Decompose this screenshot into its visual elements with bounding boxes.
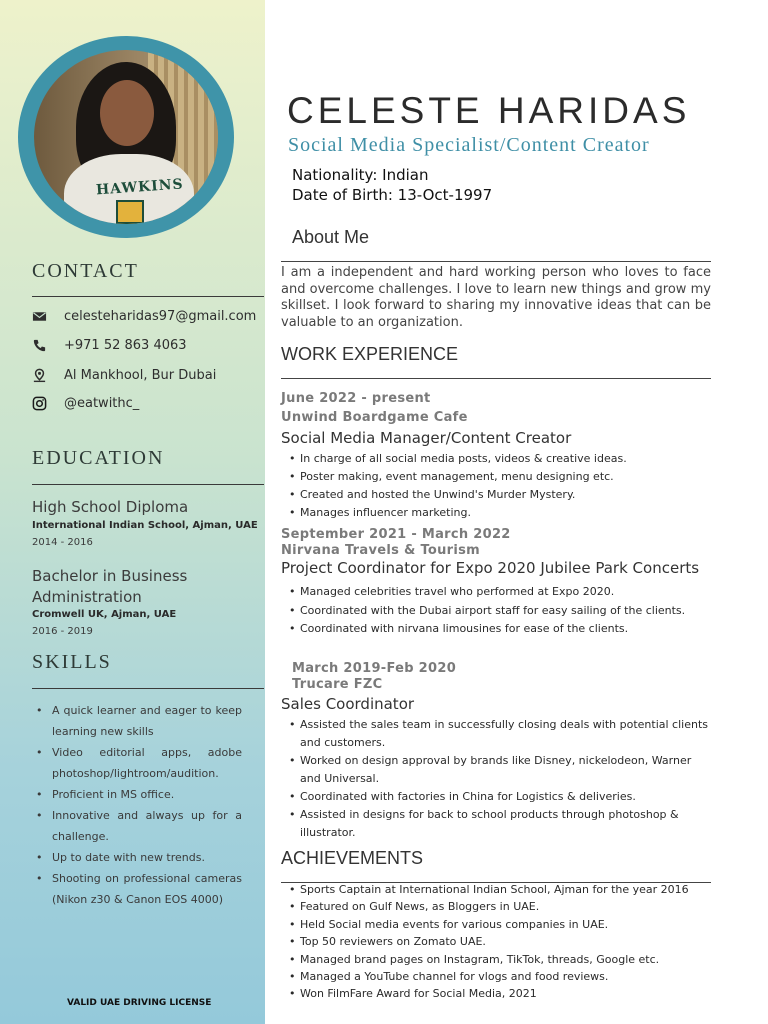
job-duty-item: • Managed celebrities travel who performed at Expo 2020. — [300, 583, 700, 602]
job-duty-item: • Poster making, event management, menu designing etc. — [300, 468, 710, 486]
achievements-heading: ACHIEVEMENTS — [281, 848, 424, 868]
job-duties-list — [300, 716, 708, 842]
job-title: Social Media Manager/Content Creator — [281, 429, 572, 447]
contact-email[interactable] — [32, 309, 256, 324]
job-date: September 2021 - March 2022 — [281, 527, 511, 542]
profile-photo — [34, 50, 218, 224]
job-duties-list — [300, 450, 710, 522]
achievement-item: • Held Social media events for various companies in UAE. — [300, 916, 710, 933]
job-company: Trucare FZC — [292, 677, 383, 692]
skill-item: • A quick learner and eager to keep learning new skills — [32, 700, 242, 742]
education-item-school: International Indian School, Ajman, UAE — [32, 520, 258, 531]
contact-instagram-text: @eatwithc_ — [64, 396, 140, 411]
nationality: Nationality: Indian — [292, 166, 429, 184]
job-duty-item: • Assisted in designs for back to school products through photoshop & illustrator. — [300, 806, 708, 842]
profile-photo-frame — [18, 36, 234, 238]
education-item-title: High School Diploma — [32, 498, 189, 516]
education-divider — [32, 484, 264, 485]
job-title: Project Coordinator for Expo 2020 Jubilee Park Concerts — [281, 559, 700, 577]
skill-item: • Shooting on professional cameras (Nikon z30 & Canon EOS 4000) — [32, 868, 242, 910]
education-item-title: Bachelor in Business Administration — [32, 567, 188, 606]
about-heading: About Me — [292, 227, 370, 247]
contact-phone-text: +971 52 863 4063 — [64, 338, 187, 353]
mail-icon — [32, 309, 47, 324]
sidebar — [0, 0, 265, 1024]
contact-divider — [32, 296, 264, 297]
achievement-item: • Featured on Gulf News, as Bloggers in UAE. — [300, 898, 710, 915]
skill-item: • Proficient in MS office. — [32, 784, 242, 805]
skills-divider — [32, 688, 264, 689]
job-date: March 2019-Feb 2020 — [292, 661, 457, 676]
candidate-name: CELESTE HARIDAS — [287, 90, 691, 131]
job-duty-item: • Coordinated with nirvana limousines for ease of the clients. — [300, 620, 700, 639]
job-title: Sales Coordinator — [281, 695, 415, 713]
job-duty-item: • Manages influencer marketing. — [300, 504, 710, 522]
skills-heading: SKILLS — [32, 651, 112, 673]
contact-phone[interactable] — [32, 338, 187, 353]
job-duty-item: • Assisted the sales team in successfully closing deals with potential clients and customers. — [300, 716, 708, 752]
about-divider — [281, 261, 711, 262]
work-experience-heading: WORK EXPERIENCE — [281, 344, 459, 364]
job-duty-item: • Worked on design approval by brands like Disney, nickelodeon, Warner and Universal. — [300, 752, 708, 788]
contact-email-text: celesteharidas97@gmail.com — [64, 309, 257, 324]
achievement-item: • Sports Captain at International Indian School, Ajman for the year 2016 — [300, 881, 710, 898]
photo-shirt-text: HAWKINS — [95, 176, 185, 199]
achievement-item: • Top 50 reviewers on Zomato UAE. — [300, 933, 710, 950]
phone-icon — [32, 338, 47, 353]
contact-address-text: Al Mankhool, Bur Dubai — [64, 368, 217, 383]
work-experience-divider — [281, 378, 711, 379]
location-pin-icon — [32, 368, 47, 383]
job-date: June 2022 - present — [281, 391, 431, 406]
skill-item: • Innovative and always up for a challenge. — [32, 805, 242, 847]
education-item-school: Cromwell UK, Ajman, UAE — [32, 609, 177, 620]
achievement-item: • Managed brand pages on Instagram, TikTok, threads, Google etc. — [300, 951, 710, 968]
instagram-icon — [32, 396, 47, 411]
photo-shirt-logo — [116, 200, 144, 224]
date-of-birth: Date of Birth: 13-Oct-1997 — [292, 186, 493, 204]
driving-license-note: VALID UAE DRIVING LICENSE — [67, 998, 212, 1008]
achievement-item: • Won FilmFare Award for Social Media, 2021 — [300, 985, 710, 1002]
about-text: I am a independent and hard working person who loves to face and overcome challenges. I love to learn new things and grow my skillset. I look forward to sharing my innovative ideas that can be valuable to an organization. — [281, 265, 711, 330]
photo-face — [100, 80, 154, 146]
achievement-item: • Managed a YouTube channel for vlogs and food reviews. — [300, 968, 710, 985]
job-company: Unwind Boardgame Cafe — [281, 410, 468, 425]
contact-heading: CONTACT — [32, 260, 139, 282]
education-item-years: 2016 - 2019 — [32, 626, 93, 637]
job-duty-item: • Coordinated with the Dubai airport staff for easy sailing of the clients. — [300, 602, 700, 621]
education-heading: EDUCATION — [32, 447, 165, 469]
skill-item: • Video editorial apps, adobe photoshop/lightroom/audition. — [32, 742, 242, 784]
job-duty-item: • Created and hosted the Unwind's Murder Mystery. — [300, 486, 710, 504]
skill-item: • Up to date with new trends. — [32, 847, 242, 868]
education-item-years: 2014 - 2016 — [32, 537, 93, 548]
achievements-list — [300, 881, 710, 1003]
job-duty-item: • In charge of all social media posts, videos & creative ideas. — [300, 450, 710, 468]
skills-list — [32, 700, 242, 910]
candidate-role: Social Media Specialist/Content Creator — [288, 134, 650, 156]
job-duty-item: • Coordinated with factories in China for Logistics & deliveries. — [300, 788, 708, 806]
contact-address — [32, 368, 216, 383]
job-company: Nirvana Travels & Tourism — [281, 543, 481, 558]
job-duties-list — [300, 583, 700, 639]
contact-instagram[interactable] — [32, 396, 139, 411]
